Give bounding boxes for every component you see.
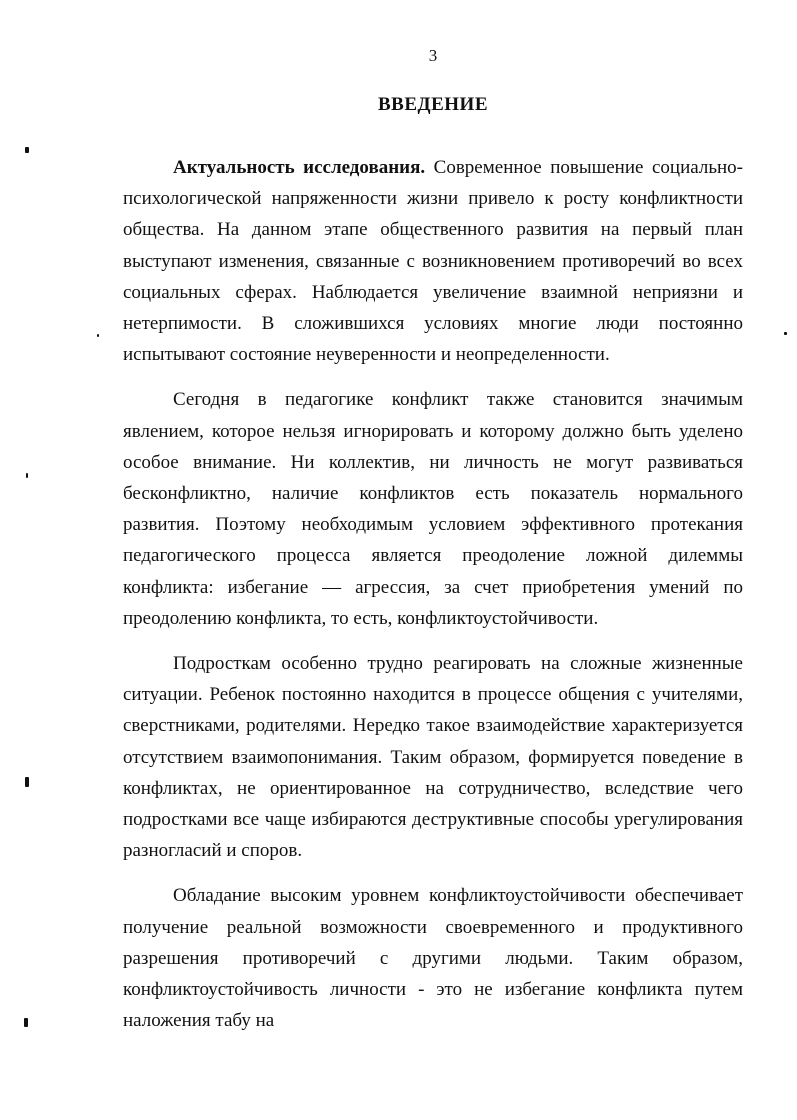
paragraph-text: Обладание высоким уровнем конфликтоустойчивости обеспечивает получение реальной возможности своевременного и продуктивного разрешения противоречий с другими людьми. Таким образом, конфликтоустойчивость личности - это не избегание конфликта путем наложения табу на xyxy=(123,885,743,1032)
paragraph-teenagers xyxy=(123,648,743,866)
page-number: 3 xyxy=(428,46,438,65)
paragraph-text: Сегодня в педагогике конфликт также становится значимым явлением, которое нельзя игнорировать и которому должно быть уделено особое внимание. Ни коллектив, ни личность не могут развиваться бесконфликтно, наличие конфликтов есть показатель нормального развития. Поэтому необходимым условием эффективного протекания педагогического процесса является преодоление ложной дилеммы конфликта: избегание — агрессия, за счет приобретения умений по преодолению конфликта, то есть, конфликтоустойчивости. xyxy=(123,389,743,629)
scan-mark xyxy=(784,332,787,335)
paragraph-text: Подросткам особенно трудно реагировать на сложные жизненные ситуации. Ребенок постоянно находится в процессе общения с учителями, сверстниками, родителями. Нередко такое взаимодействие характеризуется отсутствием взаимопонимания. Таким образом, формируется поведение в конфликтах, не ориентированное на сотрудничество, вследствие чего подростками все чаще избираются деструктивные способы урегулирования разногласий и споров. xyxy=(123,653,743,862)
paragraph-pedagogy xyxy=(123,384,743,634)
scan-mark xyxy=(26,473,28,478)
scan-mark xyxy=(24,1018,28,1027)
body-text xyxy=(123,152,743,1050)
paragraph-text: Современное повышение социально-психологической напряженности жизни привело к росту конфликтности общества. На данном этапе общественного развития на первый план выступают изменения, связанные с возникновением противоречий во всех социальных сферах. Наблюдается увеличение взаимной неприязни и нетерпимости. В сложившихся условиях многие люди постоянно испытывают состояние неуверенности и неопределенности. xyxy=(123,157,743,366)
paragraph-lead: Актуальность исследования. xyxy=(173,157,426,178)
page-title: ВВЕДЕНИЕ xyxy=(378,94,488,115)
scan-mark xyxy=(25,147,29,153)
scan-mark xyxy=(25,777,29,787)
paragraph-conflict-resistance xyxy=(123,880,743,1036)
scan-mark xyxy=(97,334,99,337)
paragraph-relevance xyxy=(123,152,743,370)
